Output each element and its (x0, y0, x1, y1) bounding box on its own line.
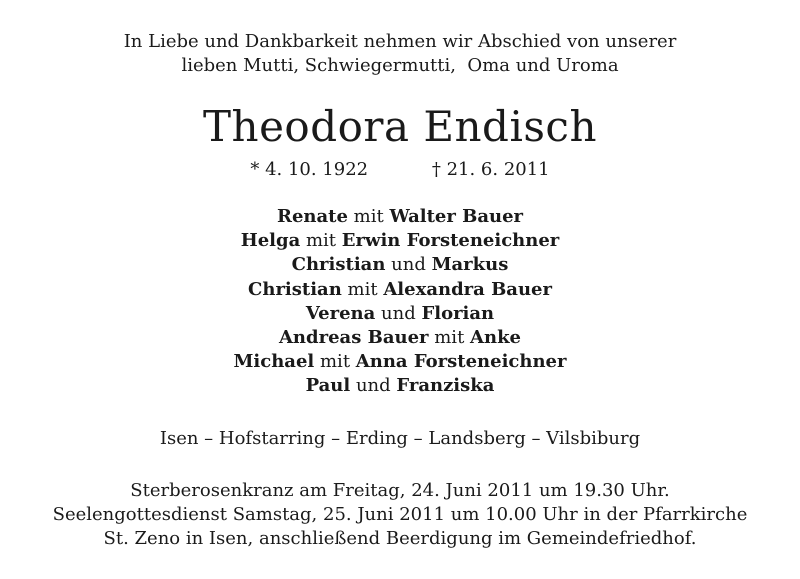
mourner-name: Paul (305, 375, 351, 397)
mourner-conjunction: und (375, 302, 422, 324)
mourner-conjunction: mit (341, 278, 384, 300)
mourner-conjunction: mit (300, 230, 342, 252)
mourner-line (0, 326, 800, 350)
mourner-line (0, 205, 800, 229)
mourner-name: Anke (470, 327, 522, 349)
mourner-conjunction: und (350, 375, 397, 397)
mourner-conjunction: und (385, 254, 432, 276)
mourner-name: Andreas Bauer (278, 327, 429, 349)
service-line-rosary: Sterberosenkranz am Freitag, 24. Juni 2011 um 19.30 Uhr. (130, 480, 670, 501)
mourner-conjunction: mit (428, 327, 471, 349)
deceased-name: Theodora Endisch (203, 102, 597, 151)
family-places: Isen – Hofstarring – Erding – Landsberg – Vilsbiburg (159, 428, 641, 449)
service-line-mass: Seelengottesdienst Samstag, 25. Juni 2011 um 10.00 Uhr in der Pfarrkirche (52, 504, 748, 525)
birth-date: * 4. 10. 1922 (250, 159, 369, 180)
life-dates (0, 158, 800, 182)
death-date: † 21. 6. 2011 (431, 159, 550, 180)
mourner-conjunction: mit (314, 351, 356, 373)
mourner-conjunction: mit (347, 206, 390, 227)
service-details (0, 479, 800, 551)
mourners-list (0, 205, 800, 399)
mourner-name: Erwin Forsteneichner (341, 230, 560, 252)
intro-line-2: lieben Mutti, Schwiegermutti, Oma und Uroma (181, 55, 619, 76)
mourner-name: Anna Forsteneichner (355, 351, 567, 373)
mourner-name: Verena (305, 302, 376, 324)
mourner-name: Christian (248, 278, 342, 300)
mourner-name: Walter Bauer (389, 206, 524, 227)
mourner-line (0, 253, 800, 277)
mourner-name: Florian (421, 302, 495, 324)
mourner-name: Helga (240, 230, 301, 252)
mourner-line (0, 278, 800, 302)
mourner-name: Alexandra Bauer (383, 278, 552, 300)
mourner-name: Michael (233, 351, 315, 373)
mourner-line (0, 302, 800, 326)
mourner-line (0, 374, 800, 398)
mourner-name: Renate (276, 206, 348, 227)
mourner-name: Franziska (396, 375, 495, 397)
intro-text (0, 30, 800, 78)
intro-line-1: In Liebe und Dankbarkeit nehmen wir Abschied von unserer (123, 31, 677, 52)
mourner-line (0, 350, 800, 374)
mourner-line (0, 229, 800, 253)
mourner-name: Markus (431, 254, 509, 276)
service-line-burial: St. Zeno in Isen, anschließend Beerdigung im Gemeindefriedhof. (103, 528, 697, 549)
mourner-name: Christian (291, 254, 386, 276)
